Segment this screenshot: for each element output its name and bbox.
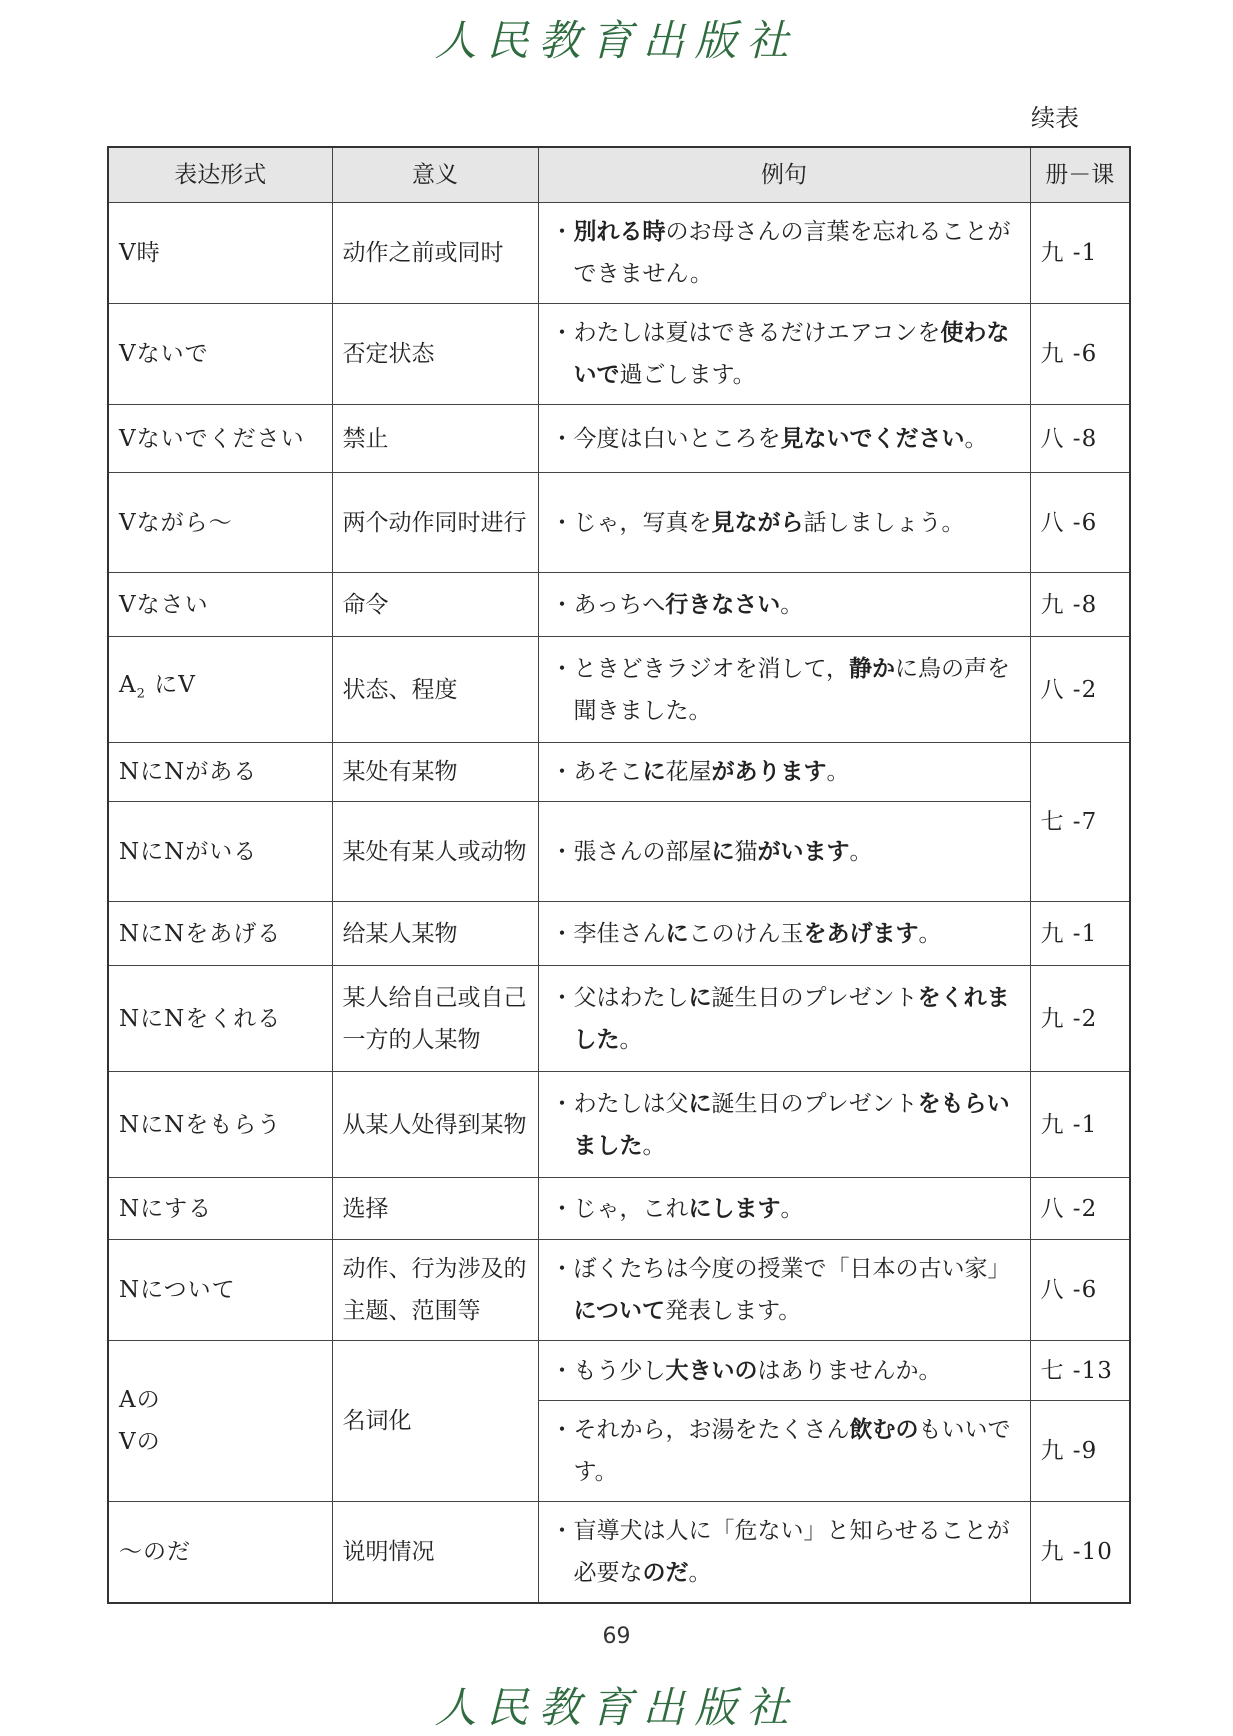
grammar-highlight: 大きいの [665, 1357, 758, 1384]
ref-cell: 九 -1 [1030, 902, 1130, 966]
grammar-highlight: 別れる時 [573, 219, 666, 245]
grammar-highlight: に [688, 1090, 712, 1117]
sentence-text: 花屋 [665, 759, 712, 785]
sentence-text: のお母さんの言葉を忘れることができません。 [573, 219, 1011, 287]
grammar-highlight: に [665, 920, 689, 947]
grammar-highlight: のだ [642, 1560, 689, 1586]
ref-cell: 九 -8 [1030, 573, 1130, 637]
bullet: ・ [550, 920, 574, 947]
grammar-highlight: 見ながら [711, 509, 804, 536]
table-row [108, 802, 1130, 902]
bullet: ・ [550, 591, 574, 618]
table-row [108, 1178, 1130, 1240]
sentence-text: わたしは夏はできるだけエアコンを [573, 320, 941, 346]
meaning-cell: 两个动作同时进行 [332, 473, 538, 573]
table-row [108, 1341, 1130, 1401]
grammar-highlight: 静か [849, 655, 896, 682]
page-number: 69 [602, 1624, 631, 1649]
bullet: ・ [550, 1256, 574, 1282]
sentence-text: はありませんか。 [757, 1357, 942, 1384]
bullet: ・ [550, 425, 574, 452]
sentence-text: 。 [688, 1560, 712, 1586]
meaning-cell: 动作、行为涉及的主题、范围等 [332, 1240, 538, 1341]
ref-cell: 八 -6 [1030, 473, 1130, 573]
table-row [108, 966, 1130, 1072]
bullet: ・ [550, 219, 574, 245]
sentence-text: 。 [780, 591, 804, 618]
example-cell [538, 743, 1030, 802]
form-cell: Vなさい [108, 573, 332, 637]
sentence-text: ときどきラジオを消して， [573, 655, 850, 682]
ref-cell: 八 -6 [1030, 1240, 1130, 1341]
sentence-text: じゃ，これ [573, 1195, 689, 1222]
header-example: 例句 [538, 147, 1030, 203]
ref-cell: 八 -2 [1030, 1178, 1130, 1240]
form-cell: Nにする [108, 1178, 332, 1240]
meaning-cell: 否定状态 [332, 304, 538, 405]
sentence-text: このけん玉 [688, 920, 804, 947]
ref-cell: 七 -7 [1030, 743, 1130, 902]
form-cell: Vないで [108, 304, 332, 405]
example-sentence [574, 584, 1024, 626]
grammar-highlight: 見ないでください [780, 425, 965, 452]
sentence-text: 今度は白いところを [573, 425, 781, 452]
example-cell [538, 1178, 1030, 1240]
ref-cell: 九 -9 [1030, 1401, 1130, 1502]
example-cell [538, 1240, 1030, 1341]
example-sentence [574, 751, 1024, 793]
meaning-cell: 给某人某物 [332, 902, 538, 966]
example-sentence [574, 418, 1024, 460]
grammar-highlight: に [688, 984, 712, 1011]
bullet: ・ [550, 1518, 574, 1544]
table-row [108, 743, 1130, 802]
example-sentence [574, 913, 1024, 955]
header-ref: 册－课 [1030, 147, 1130, 203]
grammar-highlight: 飲むの [849, 1417, 919, 1443]
form-cell: NにNをあげる [108, 902, 332, 966]
table-row [108, 473, 1130, 573]
form-cell: V時 [108, 203, 332, 304]
bullet: ・ [550, 1195, 574, 1222]
grammar-highlight: をもらいました [573, 1090, 1010, 1159]
publisher-logo-bottom: 人民教育出版社 [434, 1683, 799, 1732]
example-sentence [574, 1248, 1024, 1332]
example-cell [538, 902, 1030, 966]
sentence-text: あそこ [573, 759, 643, 785]
sentence-text: わたしは父 [573, 1090, 689, 1117]
sentence-text: じゃ，写真を [573, 509, 712, 536]
sentence-text: 父はわたし [573, 984, 689, 1011]
meaning-cell: 某处有某人或动物 [332, 802, 538, 902]
bullet: ・ [550, 655, 574, 682]
grammar-highlight: 行きなさい [665, 591, 781, 618]
bullet: ・ [550, 1357, 574, 1384]
example-cell [538, 802, 1030, 902]
grammar-highlight: をあげます [803, 920, 919, 947]
example-sentence [574, 1350, 1024, 1392]
example-sentence [574, 831, 1024, 873]
sentence-text: 。 [780, 1195, 804, 1222]
sentence-text: 話しましょう。 [803, 509, 965, 536]
meaning-cell: 动作之前或同时 [332, 203, 538, 304]
sentence-text: あっちへ [573, 591, 666, 618]
sentence-text: 李佳さん [573, 920, 666, 947]
meaning-cell: 某人给自己或自己一方的人某物 [332, 966, 538, 1072]
sentence-text: 発表します。 [665, 1298, 802, 1324]
form-cell: Aの Vの [108, 1341, 332, 1502]
continued-label: 续表 [1031, 104, 1079, 132]
grammar-highlight: に [642, 759, 666, 785]
sentence-text: それから，お湯をたくさん [573, 1417, 850, 1443]
sentence-text: 猫 [734, 838, 758, 865]
meaning-cell: 状态、程度 [332, 637, 538, 743]
example-cell [538, 637, 1030, 743]
example-cell [538, 304, 1030, 405]
table-row [108, 1502, 1130, 1604]
sentence-text: 誕生日のプレゼント [711, 984, 918, 1011]
form-cell: Nについて [108, 1240, 332, 1341]
sentence-text: 盲導犬は人に「危ない」と知らせることが必要な [573, 1518, 1010, 1586]
ref-cell: 八 -2 [1030, 637, 1130, 743]
ref-cell: 九 -10 [1030, 1502, 1130, 1604]
meaning-cell: 说明情况 [332, 1502, 538, 1604]
table-header-row [108, 147, 1130, 203]
sentence-text: 過ごします。 [619, 362, 756, 388]
sentence-text: 張さんの部屋 [573, 838, 712, 865]
bullet: ・ [550, 759, 574, 785]
table-row [108, 1072, 1130, 1178]
example-sentence [574, 1188, 1024, 1230]
example-sentence [574, 312, 1024, 396]
meaning-cell: 名词化 [332, 1341, 538, 1502]
sentence-text: 。 [619, 1026, 643, 1053]
sentence-text: 。 [964, 425, 988, 452]
example-sentence [574, 1409, 1024, 1493]
form-cell: NにNをもらう [108, 1072, 332, 1178]
table-row [108, 1240, 1130, 1341]
sentence-text: ぼくたちは今度の授業で「日本の古い家」 [573, 1256, 1011, 1282]
sentence-text: 。 [642, 1132, 666, 1159]
sentence-text: 。 [849, 838, 873, 865]
ref-cell: 九 -6 [1030, 304, 1130, 405]
form-cell: NにNをくれる [108, 966, 332, 1072]
bullet: ・ [550, 838, 574, 865]
example-cell [538, 1072, 1030, 1178]
grammar-highlight: にします [688, 1195, 781, 1222]
publisher-logo-top: 人民教育出版社 [434, 16, 799, 65]
ref-cell: 九 -1 [1030, 1072, 1130, 1178]
example-cell [538, 573, 1030, 637]
table-row [108, 405, 1130, 473]
bullet: ・ [550, 1417, 574, 1443]
example-sentence [574, 1510, 1024, 1594]
meaning-cell: 命令 [332, 573, 538, 637]
a2-symbol: $A_2$ [119, 671, 146, 702]
bullet: ・ [550, 509, 574, 536]
bullet: ・ [550, 320, 574, 346]
form-cell: $A_2$ にV [108, 637, 332, 743]
bullet: ・ [550, 1090, 574, 1117]
ref-cell: 九 -1 [1030, 203, 1130, 304]
example-sentence [574, 1083, 1024, 1167]
grammar-highlight: をくれました [573, 984, 1010, 1053]
table-row [108, 304, 1130, 405]
example-sentence [574, 502, 1024, 544]
table-row [108, 637, 1130, 743]
meaning-cell: 禁止 [332, 405, 538, 473]
example-cell [538, 1341, 1030, 1401]
form-cell: NにNがある [108, 743, 332, 802]
sentence-text: もう少し [573, 1357, 666, 1384]
grammar-highlight: 使わないで [573, 320, 1010, 388]
example-cell [538, 1502, 1030, 1604]
form-cell: ～のだ [108, 1502, 332, 1604]
header-form: 表达形式 [108, 147, 332, 203]
form-cell: NにNがいる [108, 802, 332, 902]
grammar-highlight: があります [711, 759, 827, 785]
ref-cell: 八 -8 [1030, 405, 1130, 473]
sentence-text: に鳥の声を聞きました。 [573, 655, 1011, 724]
form-cell: Vながら～ [108, 473, 332, 573]
example-sentence [574, 648, 1024, 732]
example-cell [538, 1401, 1030, 1502]
form-cell: Vないでください [108, 405, 332, 473]
example-cell [538, 966, 1030, 1072]
header-meaning: 意义 [332, 147, 538, 203]
grammar-table [107, 146, 1131, 1604]
sentence-text: 誕生日のプレゼント [711, 1090, 918, 1117]
example-cell [538, 473, 1030, 573]
table-row [108, 902, 1130, 966]
meaning-cell: 从某人处得到某物 [332, 1072, 538, 1178]
table-row [108, 203, 1130, 304]
example-cell [538, 405, 1030, 473]
table-row [108, 573, 1130, 637]
bullet: ・ [550, 984, 574, 1011]
example-cell [538, 203, 1030, 304]
meaning-cell: 某处有某物 [332, 743, 538, 802]
sentence-text: もいいです。 [573, 1417, 1011, 1485]
meaning-cell: 选择 [332, 1178, 538, 1240]
sentence-text: 。 [826, 759, 850, 785]
example-sentence [574, 977, 1024, 1061]
grammar-highlight: がいます [757, 838, 850, 865]
ref-cell: 九 -2 [1030, 966, 1130, 1072]
example-sentence [574, 211, 1024, 295]
ref-cell: 七 -13 [1030, 1341, 1130, 1401]
grammar-highlight: に [711, 838, 735, 865]
grammar-highlight: について [573, 1298, 666, 1324]
sentence-text: 。 [918, 920, 942, 947]
